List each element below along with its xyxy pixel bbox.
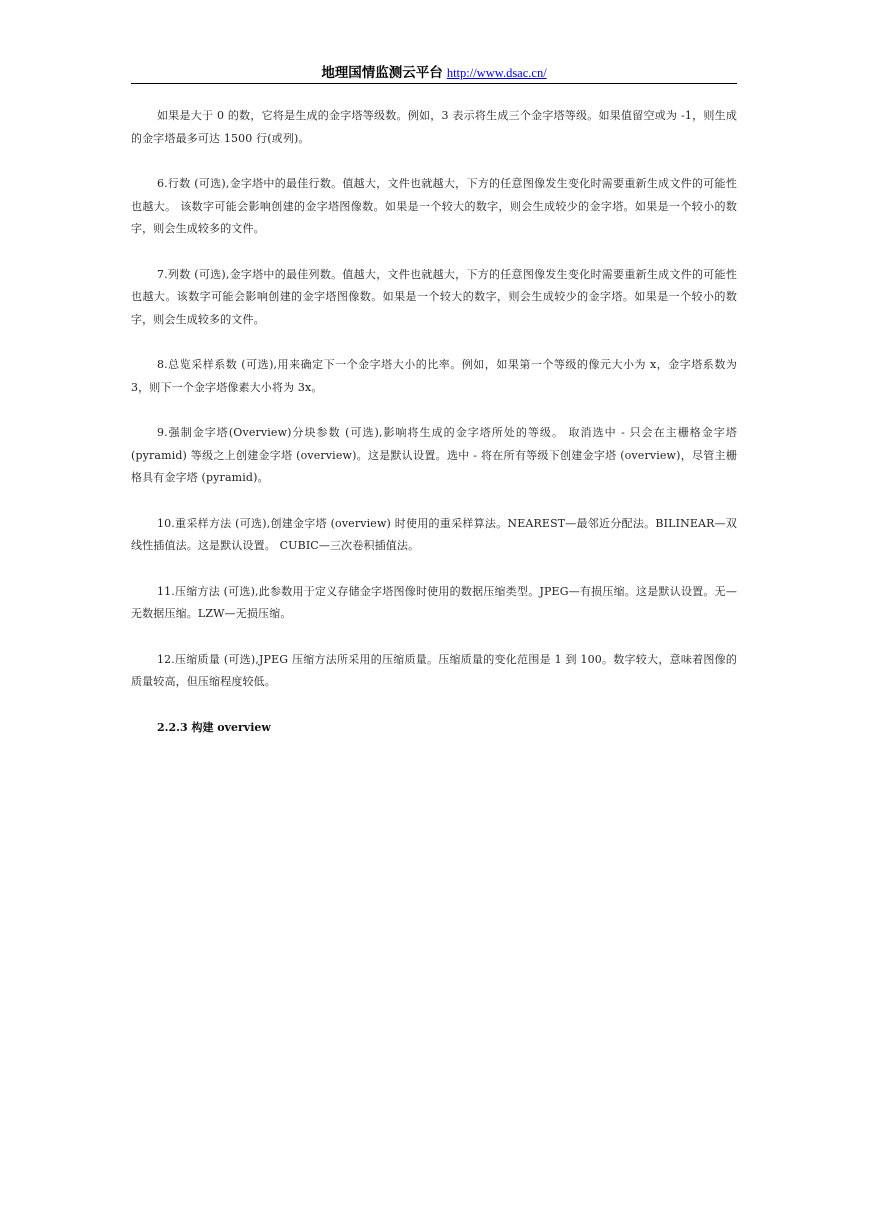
- paragraph-sampling-factor: 8.总览采样系数 (可选),用来确定下一个金字塔大小的比率。例如，如果第一个等级的像元大小为 x，金字塔系数为 3，则下一个金字塔像素大小将为 3x。: [131, 358, 737, 394]
- paragraph-resampling-method: 10.重采样方法 (可选),创建金字塔 (overview) 时使用的重采样算法。NEAREST—最邻近分配法。BILINEAR—双线性插值法。这是默认设置。 CUBIC—三次卷积插值法。: [131, 516, 737, 552]
- document-body: [131, 105, 737, 739]
- paragraph-levels: 如果是大于 0 的数，它将是生成的金字塔等级数。例如，3 表示将生成三个金字塔等级。如果值留空或为 -1，则生成的金字塔最多可达 1500 行(或列)。: [131, 109, 737, 145]
- paragraph-rows: 6.行数 (可选),金字塔中的最佳行数。值越大，文件也就越大，下方的任意图像发生变化时需要重新生成文件的可能性也越大。 该数字可能会影响创建的金字塔图像数。如果是一个较大的数字，则会生成较少的金字塔。如果是一个较小的数字，则会生成较多的文件。: [131, 177, 737, 235]
- site-url-link[interactable]: http://www.dsac.cn/: [446, 66, 547, 80]
- section-heading: 2.2.3 构建 overview: [157, 720, 271, 734]
- page-header: [131, 62, 737, 84]
- paragraph-compression-method: 11.压缩方法 (可选),此参数用于定义存储金字塔图像时使用的数据压缩类型。JPEG—有损压缩。这是默认设置。无—无数据压缩。LZW—无损压缩。: [131, 584, 737, 620]
- paragraph-compression-quality: 12.压缩质量 (可选),JPEG 压缩方法所采用的压缩质量。压缩质量的变化范围是 1 到 100。数字较大，意味着图像的质量较高，但压缩程度较低。: [131, 652, 737, 688]
- paragraph-columns: 7.列数 (可选),金字塔中的最佳列数。值越大，文件也就越大，下方的任意图像发生变化时需要重新生成文件的可能性也越大。该数字可能会影响创建的金字塔图像数。如果是一个较大的数字，则会生成较少的金字塔。如果是一个较小的数字，则会生成较多的文件。: [131, 267, 737, 326]
- site-name: 地理国情监测云平台: [321, 65, 443, 81]
- paragraph-force-overview: 9.强制金字塔(Overview)分块参数 (可选),影响将生成的金字塔所处的等级。 取消选中 - 只会在主栅格金字塔 (pyramid) 等级之上创建金字塔 (overview)。这是默认设置。选中 - 将在所有等级下创建金字塔 (overview)，尽管主栅格具有金字塔 (pyramid)。: [131, 426, 737, 484]
